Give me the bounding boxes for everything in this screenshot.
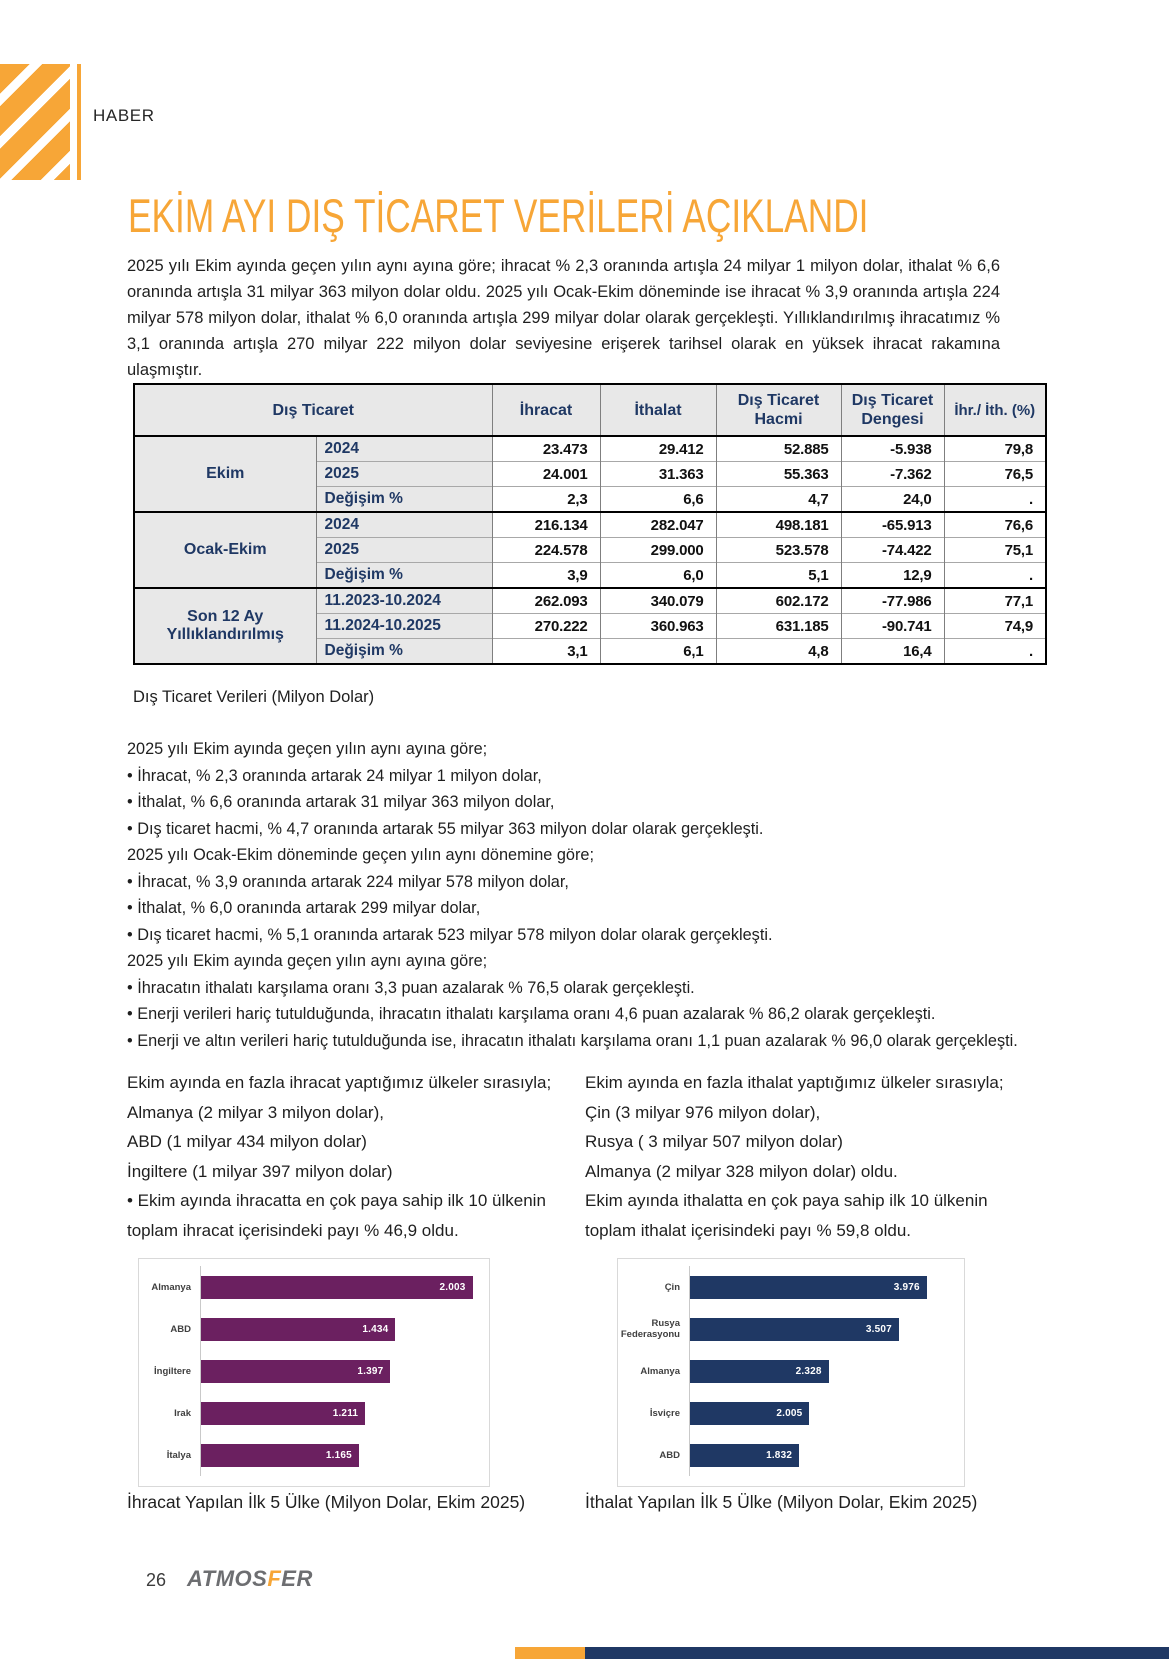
chart-plot-track (200, 1308, 483, 1350)
chart-row (618, 1266, 958, 1308)
value-cell: . (944, 487, 1046, 513)
value-cell: 602.172 (716, 588, 841, 614)
trade-table (133, 383, 1047, 665)
chart-value-label: 2.003 (439, 1281, 466, 1293)
chart-row (139, 1434, 483, 1476)
chart-bar (690, 1276, 927, 1299)
header-volume: Dış Ticaret Hacmi (716, 384, 841, 436)
export-top5-bar-chart (138, 1258, 490, 1487)
value-cell: 12,9 (841, 563, 944, 589)
section-kicker: HABER (93, 106, 155, 125)
chart-bar (201, 1360, 390, 1383)
bullet-line: • İthalat, % 6,0 oranında artarak 299 milyar dolar, (127, 899, 481, 917)
bullet-line: • Enerji ve altın verileri hariç tutulduğunda ise, ihracatın ithalatı karşılama oranı 1,1 puan azalarak % 96,0 olarak gerçekleşti. (127, 1031, 1018, 1050)
value-cell: 79,8 (944, 436, 1046, 462)
chart-row (139, 1350, 483, 1392)
group-label-cell: Ekim (134, 436, 316, 512)
value-cell: 299.000 (600, 538, 716, 563)
bullet-line: 2025 yılı Ekim ayında geçen yılın aynı ayına göre; (127, 952, 488, 970)
value-cell: 77,1 (944, 588, 1046, 614)
footer-accent-bar-orange (515, 1647, 585, 1659)
period-cell: 11.2023-10.2024 (316, 588, 492, 614)
period-cell: 2024 (316, 512, 492, 538)
chart-category-label: Irak (174, 1407, 191, 1419)
period-cell: Değişim % (316, 563, 492, 589)
value-cell: -74.422 (841, 538, 944, 563)
value-cell: -7.362 (841, 462, 944, 487)
header-balance: Dış Ticaret Dengesi (841, 384, 944, 436)
chart-bar (201, 1318, 395, 1341)
chart-plot-track (689, 1434, 958, 1476)
import-countries-text-column (585, 1068, 1004, 1245)
chart-plot-track (200, 1392, 483, 1434)
text-line: Ekim ayında ithalatta en çok paya sahip ilk 10 ülkenin (585, 1191, 988, 1210)
value-cell: 24,0 (841, 487, 944, 513)
value-cell: 5,1 (716, 563, 841, 589)
chart-bar (690, 1318, 899, 1341)
chart-category-label: ABD (659, 1449, 680, 1461)
chart-row (618, 1392, 958, 1434)
period-cell: 2025 (316, 538, 492, 563)
footer-accent-bar-navy (585, 1647, 1169, 1659)
brand-suffix: ER (281, 1566, 313, 1591)
export-countries-text-column (127, 1068, 551, 1245)
value-cell: -65.913 (841, 512, 944, 538)
header-import: İthalat (600, 384, 716, 436)
chart-category-label: İngiltere (154, 1365, 191, 1377)
chart-value-label: 1.211 (332, 1407, 359, 1419)
value-cell: 76,6 (944, 512, 1046, 538)
text-line: Çin (3 milyar 976 milyon dolar), (585, 1102, 821, 1122)
period-cell: Değişim % (316, 639, 492, 665)
value-cell: 74,9 (944, 614, 1046, 639)
text-line: Almanya (2 milyar 3 milyon dolar), (127, 1102, 384, 1122)
value-cell: 55.363 (716, 462, 841, 487)
chart-category-label: İsviçre (649, 1407, 680, 1419)
value-cell: 360.963 (600, 614, 716, 639)
import-chart-caption: İthalat Yapılan İlk 5 Ülke (Milyon Dolar, Ekim 2025) (585, 1492, 978, 1512)
value-cell: 31.363 (600, 462, 716, 487)
chart-bar (201, 1402, 365, 1425)
text-line: toplam ithalat içerisindeki payı % 59,8 oldu. (585, 1220, 912, 1240)
chart-row (618, 1350, 958, 1392)
chart-bar (201, 1276, 473, 1299)
chart-category-label: İtalya (166, 1449, 191, 1461)
table-row (134, 512, 1046, 538)
bullet-line: • Dış ticaret hacmi, % 5,1 oranında artarak 523 milyar 578 milyon dolar olarak gerçekleşti. (127, 925, 773, 944)
chart-bar (690, 1402, 809, 1425)
text-line: toplam ihracat içerisindeki payı % 46,9 oldu. (127, 1220, 459, 1240)
chart-value-label: 3.976 (893, 1281, 920, 1293)
value-cell: 6,1 (600, 639, 716, 665)
chart-row (618, 1308, 958, 1350)
chart-plot-track (689, 1392, 958, 1434)
value-cell: 6,6 (600, 487, 716, 513)
value-cell: 3,1 (492, 639, 600, 665)
chart-value-label: 3.507 (865, 1323, 892, 1335)
value-cell: 76,5 (944, 462, 1046, 487)
brand-prefix: ATMOS (187, 1566, 268, 1591)
text-line: • Ekim ayında ihracatta en çok paya sahip ilk 10 ülkenin (127, 1191, 546, 1210)
value-cell: 2,3 (492, 487, 600, 513)
brand-accent-letter: F (267, 1566, 282, 1591)
magazine-stripe-logo (0, 64, 70, 180)
value-cell: 498.181 (716, 512, 841, 538)
value-cell: 270.222 (492, 614, 600, 639)
chart-row (139, 1308, 483, 1350)
table-row (134, 588, 1046, 614)
value-cell: 631.185 (716, 614, 841, 639)
chart-value-label: 1.397 (357, 1365, 384, 1377)
logo-divider-rule (77, 64, 81, 180)
text-line: Almanya (2 milyar 328 milyon dolar) oldu. (585, 1161, 898, 1181)
table-row (134, 436, 1046, 462)
page-title: EKİM AYI DIŞ TİCARET VERİLERİ AÇIKLANDI (128, 189, 869, 242)
value-cell: -77.986 (841, 588, 944, 614)
period-cell: 11.2024-10.2025 (316, 614, 492, 639)
text-line: İngiltere (1 milyar 397 milyon dolar) (127, 1161, 393, 1181)
value-cell: 4,8 (716, 639, 841, 665)
value-cell: 282.047 (600, 512, 716, 538)
chart-plot-track (200, 1266, 483, 1308)
chart-bar (201, 1444, 359, 1467)
group-label-cell: Son 12 Ay Yıllıklandırılmış (134, 588, 316, 664)
bullet-line: • İhracat, % 3,9 oranında artarak 224 milyar 578 milyon dolar, (127, 872, 569, 891)
value-cell: 224.578 (492, 538, 600, 563)
chart-value-label: 2.005 (776, 1407, 803, 1419)
bullet-line: • İhracatın ithalatı karşılama oranı 3,3 puan azalarak % 76,5 olarak gerçekleşti. (127, 978, 695, 997)
value-cell: 216.134 (492, 512, 600, 538)
bullet-line: • Enerji verileri hariç tutulduğunda, ihracatın ithalatı karşılama oranı 4,6 puan azalarak % 86,2 olarak gerçekleşti. (127, 1005, 936, 1023)
value-cell: 340.079 (600, 588, 716, 614)
chart-value-label: 1.165 (325, 1449, 352, 1461)
chart-value-label: 2.328 (795, 1365, 822, 1377)
chart-plot-track (200, 1350, 483, 1392)
value-cell: 523.578 (716, 538, 841, 563)
value-cell: 29.412 (600, 436, 716, 462)
chart-bar (690, 1360, 829, 1383)
chart-bar (690, 1444, 799, 1467)
chart-value-label: 1.832 (766, 1449, 793, 1461)
value-cell: 262.093 (492, 588, 600, 614)
chart-row (618, 1434, 958, 1476)
bullet-line: 2025 yılı Ocak-Ekim döneminde geçen yılın aynı dönemine göre; (127, 846, 594, 864)
chart-plot-track (200, 1434, 483, 1476)
table-caption: Dış Ticaret Verileri (Milyon Dolar) (133, 688, 375, 706)
chart-category-label: Almanya (640, 1365, 680, 1377)
chart-row (139, 1392, 483, 1434)
value-cell: 4,7 (716, 487, 841, 513)
period-cell: Değişim % (316, 487, 492, 513)
value-cell: -90.741 (841, 614, 944, 639)
text-line: Rusya ( 3 milyar 507 milyon dolar) (585, 1132, 843, 1151)
chart-category-label: Almanya (151, 1281, 191, 1293)
header-trade: Dış Ticaret (134, 384, 492, 436)
chart-category-label: Rusya Federasyonu (620, 1318, 680, 1340)
summary-bullet-list (127, 736, 1018, 1054)
value-cell: 16,4 (841, 639, 944, 665)
table-header-row (134, 384, 1046, 436)
atmosfer-logo (187, 1566, 313, 1592)
intro-paragraph: 2025 yılı Ekim ayında geçen yılın aynı ayına göre; ihracat % 2,3 oranında artışla 24 milyar 1 milyon dolar, ithalat % 6,6 oranında artışla 31 milyar 363 milyon dolar oldu. 2025 yılı Ocak-Ekim döneminde ise ihracat % 3,9 oranında artışla 224 milyar 578 milyon dolar, ithalat % 6,0 oranında artışla 299 milyar dolar olarak gerçekleşti. Yıllıklandırılmış ihracatımız % 3,1 oranında artışla 270 milyar 222 milyon dolar seviyesine erişerek tarihsel olarak en yüksek ihracat rakamına ulaşmıştır. (127, 257, 1000, 379)
text-line: ABD (1 milyar 434 milyon dolar) (127, 1132, 367, 1151)
page-number: 26 (146, 1570, 167, 1590)
value-cell: 6,0 (600, 563, 716, 589)
chart-row (139, 1266, 483, 1308)
bullet-line: 2025 yılı Ekim ayında geçen yılın aynı ayına göre; (127, 740, 488, 758)
header-export: İhracat (492, 384, 600, 436)
chart-plot-track (689, 1266, 958, 1308)
value-cell: 3,9 (492, 563, 600, 589)
value-cell: 24.001 (492, 462, 600, 487)
bullet-line: • Dış ticaret hacmi, % 4,7 oranında artarak 55 milyar 363 milyon dolar olarak gerçekleşti. (127, 819, 764, 838)
header-ratio: İhr./ İth. (%) (944, 384, 1046, 436)
period-cell: 2024 (316, 436, 492, 462)
chart-value-label: 1.434 (362, 1323, 389, 1335)
text-line: Ekim ayında en fazla ihracat yaptığımız ülkeler sırasıyla; (127, 1073, 552, 1092)
value-cell: 75,1 (944, 538, 1046, 563)
value-cell: 23.473 (492, 436, 600, 462)
value-cell: . (944, 563, 1046, 589)
value-cell: -5.938 (841, 436, 944, 462)
import-top5-bar-chart (617, 1258, 965, 1487)
value-cell: . (944, 639, 1046, 665)
chart-plot-track (689, 1350, 958, 1392)
period-cell: 2025 (316, 462, 492, 487)
text-line: Ekim ayında en fazla ithalat yaptığımız ülkeler sırasıyla; (585, 1073, 1004, 1092)
chart-plot-track (689, 1308, 958, 1350)
bullet-line: • İthalat, % 6,6 oranında artarak 31 milyar 363 milyon dolar, (127, 793, 555, 811)
chart-category-label: ABD (170, 1323, 191, 1335)
bullet-line: • İhracat, % 2,3 oranında artarak 24 milyar 1 milyon dolar, (127, 766, 542, 785)
value-cell: 52.885 (716, 436, 841, 462)
trade-table-wrapper (133, 383, 1045, 665)
export-chart-caption: İhracat Yapılan İlk 5 Ülke (Milyon Dolar, Ekim 2025) (127, 1492, 526, 1512)
chart-category-label: Çin (664, 1281, 680, 1293)
group-label-cell: Ocak-Ekim (134, 512, 316, 588)
